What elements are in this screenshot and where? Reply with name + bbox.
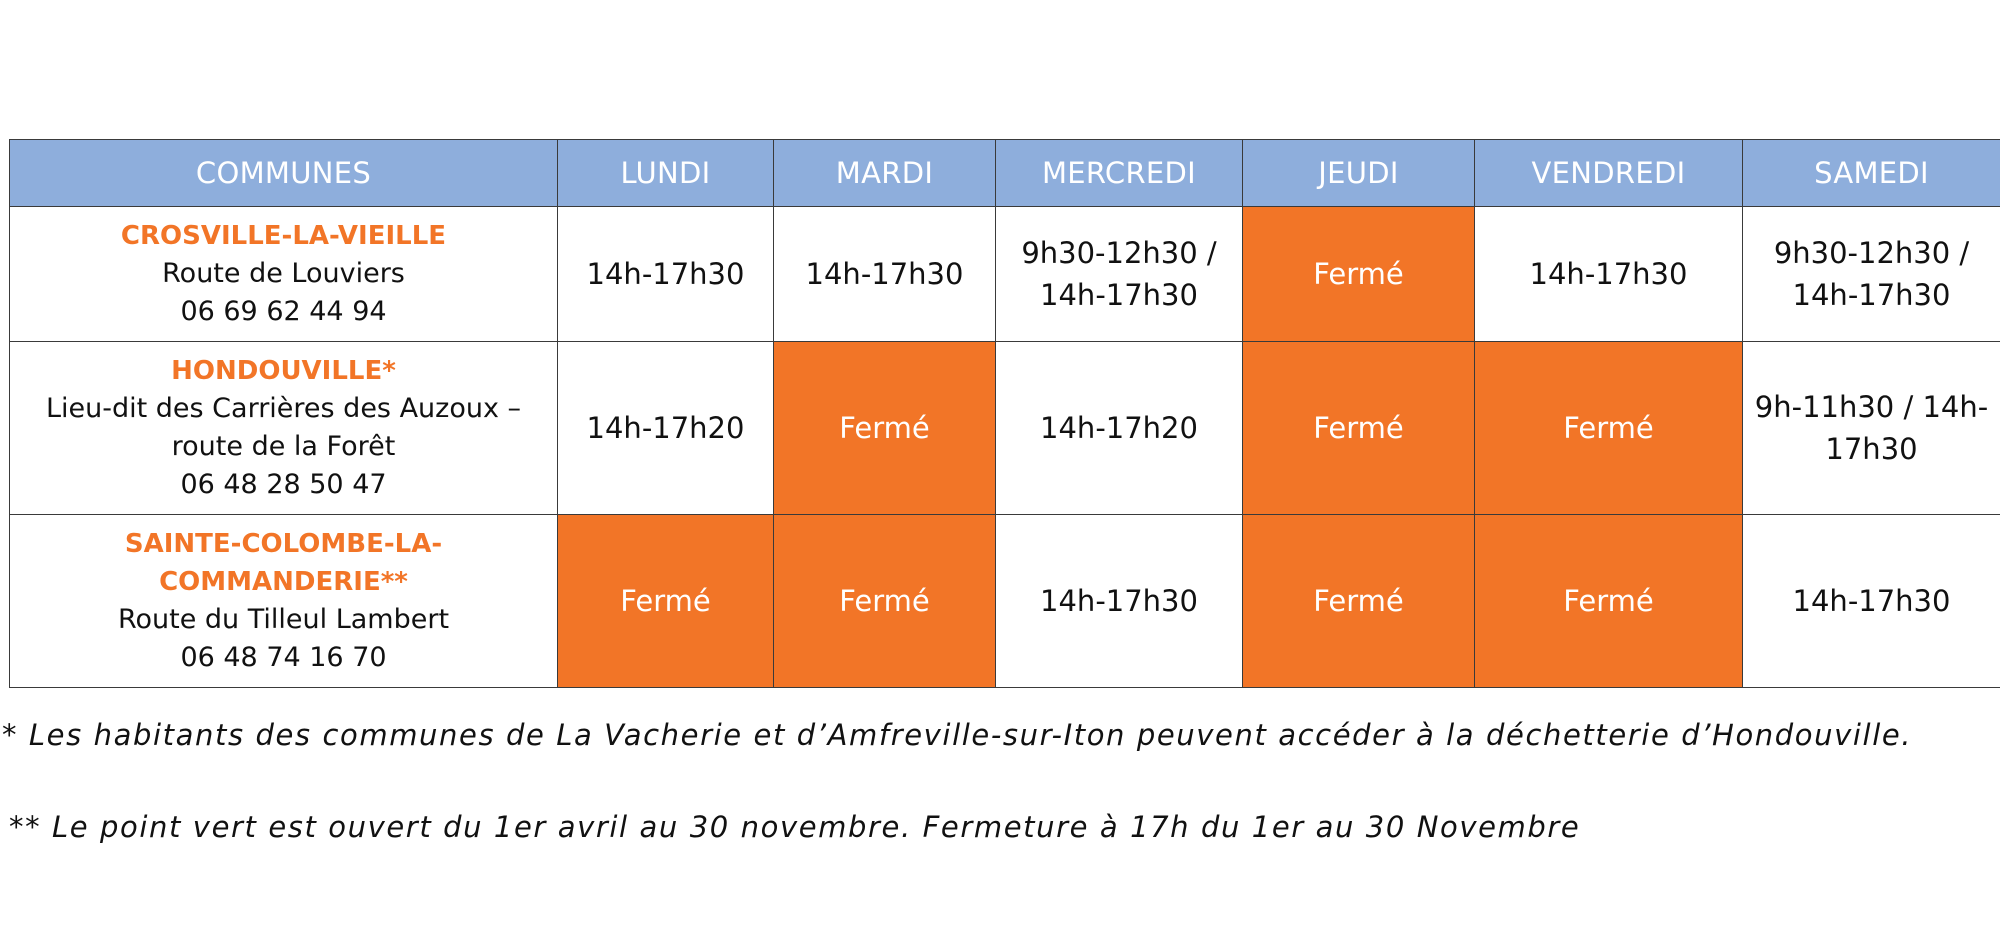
day-cell: 14h-17h30 (558, 207, 774, 342)
day-cell: 9h-11h30 / 14h-17h30 (1743, 342, 2000, 515)
day-cell-closed: Fermé (774, 342, 996, 515)
table-row (10, 515, 2000, 688)
commune-cell (10, 342, 558, 515)
day-cell: 14h-17h20 (558, 342, 774, 515)
commune-name: HONDOUVILLE* (171, 356, 396, 386)
day-cell-closed: Fermé (1475, 342, 1743, 515)
header-lundi: LUNDI (558, 140, 774, 207)
day-cell-closed: Fermé (558, 515, 774, 688)
commune-address: Route du Tilleul Lambert (117, 604, 450, 635)
day-cell-closed: Fermé (1475, 515, 1743, 688)
header-mardi: MARDI (774, 140, 996, 207)
footnote-hondouville: * Les habitants des communes de La Vacherie et d’Amfreville-sur-Iton peuvent accéder à la déchetterie d’Hondouville. (2, 718, 1913, 752)
commune-cell (10, 207, 558, 342)
table-row (10, 207, 2000, 342)
commune-address: Route de Louviers (162, 258, 405, 289)
day-cell-closed: Fermé (1243, 207, 1475, 342)
day-cell: 14h-17h30 (996, 515, 1243, 688)
day-cell: 14h-17h20 (996, 342, 1243, 515)
header-communes: COMMUNES (10, 140, 558, 207)
footnote-point-vert: ** Le point vert est ouvert du 1er avril au 30 novembre. Fermeture à 17h du 1er au 30 Novembre (9, 810, 1581, 844)
day-cell-closed: Fermé (774, 515, 996, 688)
commune-name: CROSVILLE-LA-VIEILLE (120, 221, 447, 251)
day-cell: 9h30-12h30 / 14h-17h30 (1743, 207, 2000, 342)
header-jeudi: JEUDI (1243, 140, 1475, 207)
header-samedi: SAMEDI (1743, 140, 2000, 207)
commune-phone: 06 69 62 44 94 (180, 296, 387, 327)
table-row (10, 342, 2000, 515)
commune-name: SAINTE-COLOMBE-LA-COMMANDERIE** (124, 529, 443, 597)
day-cell: 14h-17h30 (1743, 515, 2000, 688)
opening-hours-table (9, 139, 2000, 688)
header-mercredi: MERCREDI (996, 140, 1243, 207)
day-cell-closed: Fermé (1243, 515, 1475, 688)
commune-address: route de la Forêt (171, 431, 396, 462)
commune-phone: 06 48 74 16 70 (180, 642, 387, 673)
table-header-row (10, 140, 2000, 207)
commune-cell (10, 515, 558, 688)
day-cell: 9h30-12h30 / 14h-17h30 (996, 207, 1243, 342)
commune-phone: 06 48 28 50 47 (180, 469, 387, 500)
commune-address: Lieu-dit des Carrières des Auzoux – (45, 393, 522, 424)
day-cell: 14h-17h30 (774, 207, 996, 342)
day-cell: 14h-17h30 (1475, 207, 1743, 342)
header-vendredi: VENDREDI (1475, 140, 1743, 207)
day-cell-closed: Fermé (1243, 342, 1475, 515)
